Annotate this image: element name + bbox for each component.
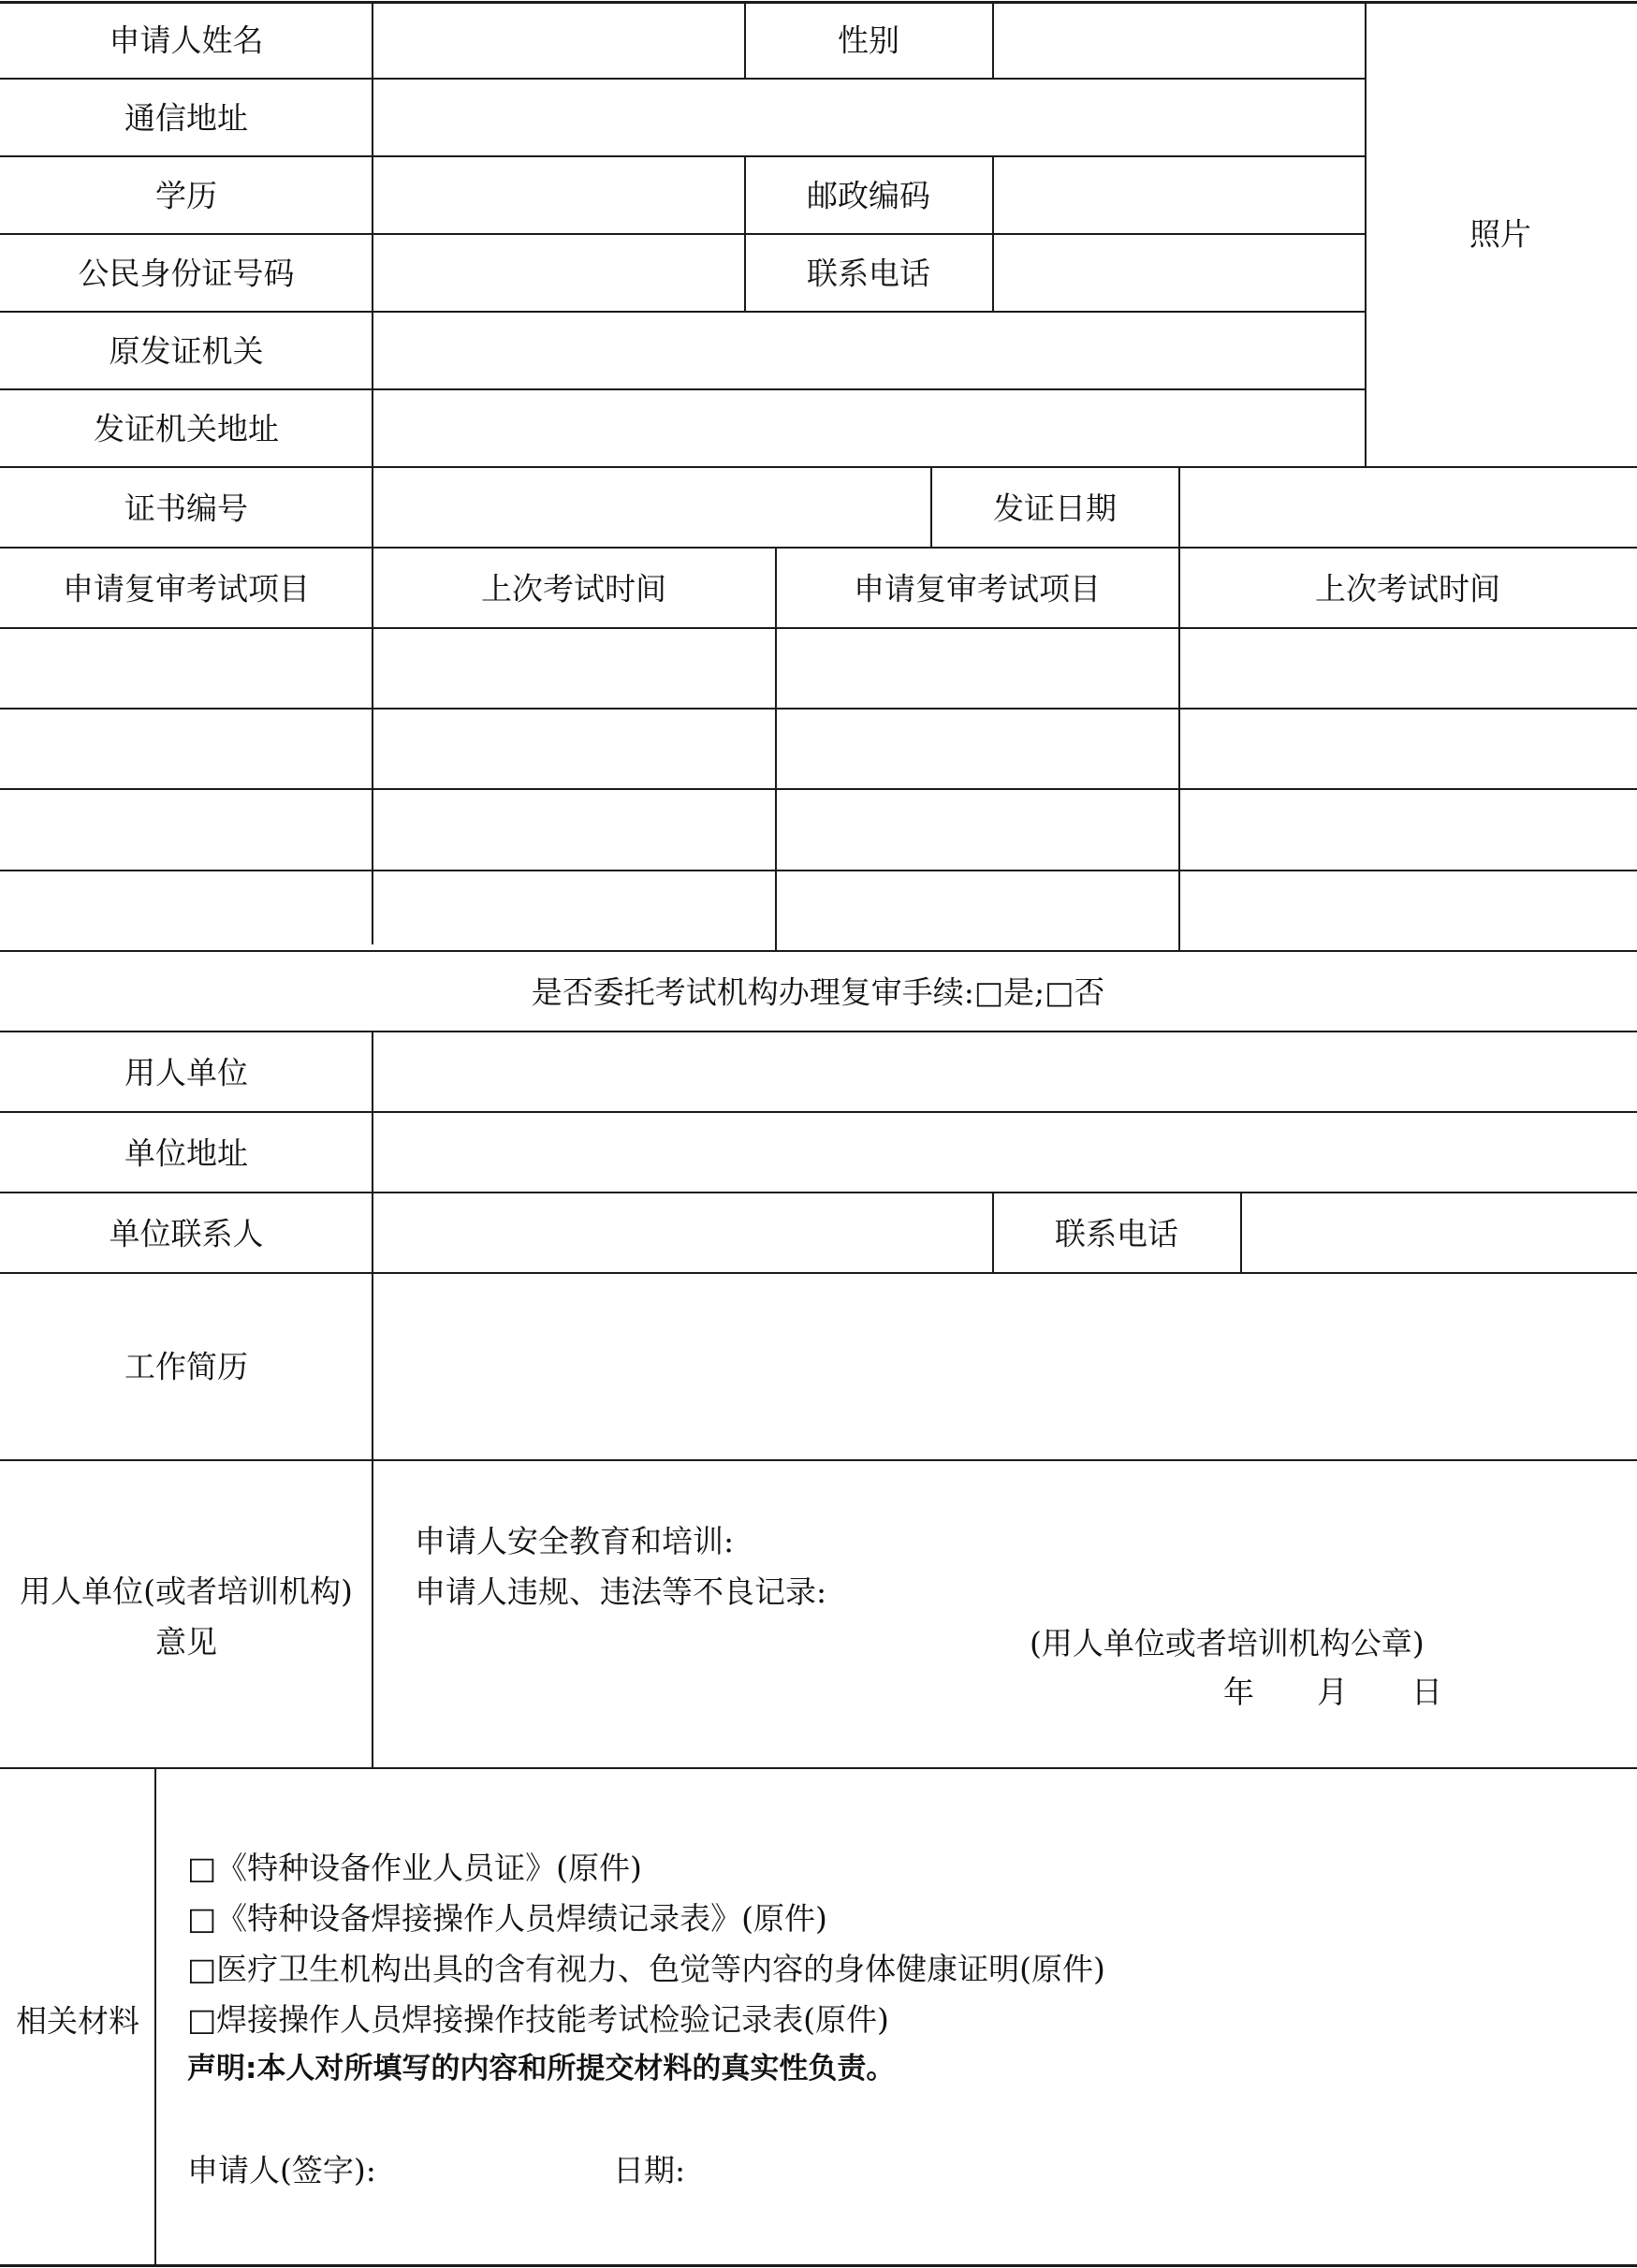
rule (744, 1, 746, 79)
education-field[interactable] (373, 157, 744, 233)
issuer-address-field[interactable] (373, 390, 1365, 466)
rule (0, 2264, 1637, 2267)
issue-date-label: 发证日期 (993, 490, 1117, 527)
date-year: 年 (1223, 1674, 1254, 1710)
employer-contact-field[interactable] (373, 1193, 992, 1272)
employer-phone-field[interactable] (1242, 1193, 1637, 1272)
work-resume-field[interactable] (373, 1274, 1637, 1459)
issuer-address-label: 发证机关地址 (94, 410, 279, 447)
exam-item-header: 申请复审考试项目 (63, 570, 310, 607)
material-item[interactable]: □《特种设备作业人员证》(原件) (187, 1850, 642, 1886)
issuer-field[interactable] (373, 313, 1365, 388)
signature-field[interactable] (402, 2144, 608, 2190)
issue-date-field[interactable] (1180, 468, 1637, 547)
bad-record-line: 申请人违规、违法等不良记录: (415, 1573, 827, 1610)
postcode-label: 邮政编码 (807, 177, 930, 214)
date-day: 日 (1411, 1674, 1442, 1710)
rule (0, 950, 1637, 952)
declaration: 声明:本人对所填写的内容和所提交材料的真实性负责。 (187, 2052, 896, 2085)
education-label: 学历 (155, 177, 217, 214)
exam-row[interactable] (0, 629, 1637, 708)
certificate-number-label: 证书编号 (124, 490, 248, 527)
entrust-yes-checkbox[interactable] (976, 978, 1002, 1006)
training-line: 申请人安全教育和培训: (415, 1523, 735, 1559)
phone-field[interactable] (994, 235, 1365, 311)
id-number-field[interactable] (373, 235, 744, 311)
exam-row[interactable] (0, 790, 1637, 870)
signature-label: 申请人(签字): (187, 2152, 376, 2188)
signature-date-label: 日期: (613, 2152, 686, 2188)
applicant-name-label: 申请人姓名 (109, 22, 264, 59)
applicant-name-field[interactable] (373, 3, 744, 78)
seal-line: (用人单位或者培训机构公章) (1030, 1625, 1425, 1661)
postcode-field[interactable] (994, 157, 1365, 233)
issuer-label: 原发证机关 (109, 332, 264, 370)
exam-row[interactable] (0, 871, 1637, 950)
id-number-label: 公民身份证号码 (78, 255, 295, 292)
exam-item-header: 申请复审考试项目 (854, 570, 1101, 607)
work-resume-label: 工作简历 (124, 1348, 248, 1385)
rule (744, 155, 746, 311)
rule (0, 547, 1637, 549)
gender-label: 性别 (838, 22, 899, 59)
opinion-label-line1: 用人单位(或者培训机构) (20, 1573, 353, 1610)
material-item[interactable]: □医疗卫生机构出具的含有视力、色觉等内容的身体健康证明(原件) (187, 1951, 1105, 1987)
address-label: 通信地址 (124, 99, 248, 137)
certificate-number-field[interactable] (373, 468, 930, 547)
photo-box[interactable] (1367, 3, 1637, 466)
address-field[interactable] (373, 80, 1365, 155)
material-item[interactable]: □《特种设备焊接操作人员焊绩记录表》(原件) (187, 1900, 827, 1937)
last-exam-time-header: 上次考试时间 (481, 570, 666, 607)
employer-address-field[interactable] (373, 1113, 1637, 1192)
photo-label: 照片 (1469, 215, 1531, 253)
exam-row[interactable] (0, 710, 1637, 788)
employer-phone-label: 联系电话 (1055, 1215, 1178, 1252)
materials-label: 相关材料 (16, 2002, 139, 2040)
signature-date-field[interactable] (693, 2144, 973, 2190)
opinion-label-line2: 意见 (155, 1623, 217, 1661)
rule (992, 1192, 994, 1272)
phone-label: 联系电话 (807, 255, 930, 292)
employer-address-label: 单位地址 (124, 1134, 248, 1172)
date-month: 月 (1317, 1674, 1348, 1710)
rule (0, 1459, 1637, 1461)
gender-field[interactable] (994, 3, 1365, 78)
employer-contact-label: 单位联系人 (109, 1215, 264, 1252)
entrust-no-checkbox[interactable] (1053, 978, 1079, 1006)
employer-label: 用人单位 (124, 1054, 248, 1091)
employer-field[interactable] (373, 1032, 1637, 1111)
rule (930, 466, 932, 547)
last-exam-time-header: 上次考试时间 (1315, 570, 1500, 607)
rule (0, 1767, 1637, 1769)
rule (154, 1767, 156, 2265)
entrust-question: 是否委托考试机构办理复审手续:□是;□否 (531, 973, 1105, 1011)
material-item[interactable]: □焊接操作人员焊接操作技能考试检验记录表(原件) (187, 2001, 889, 2038)
